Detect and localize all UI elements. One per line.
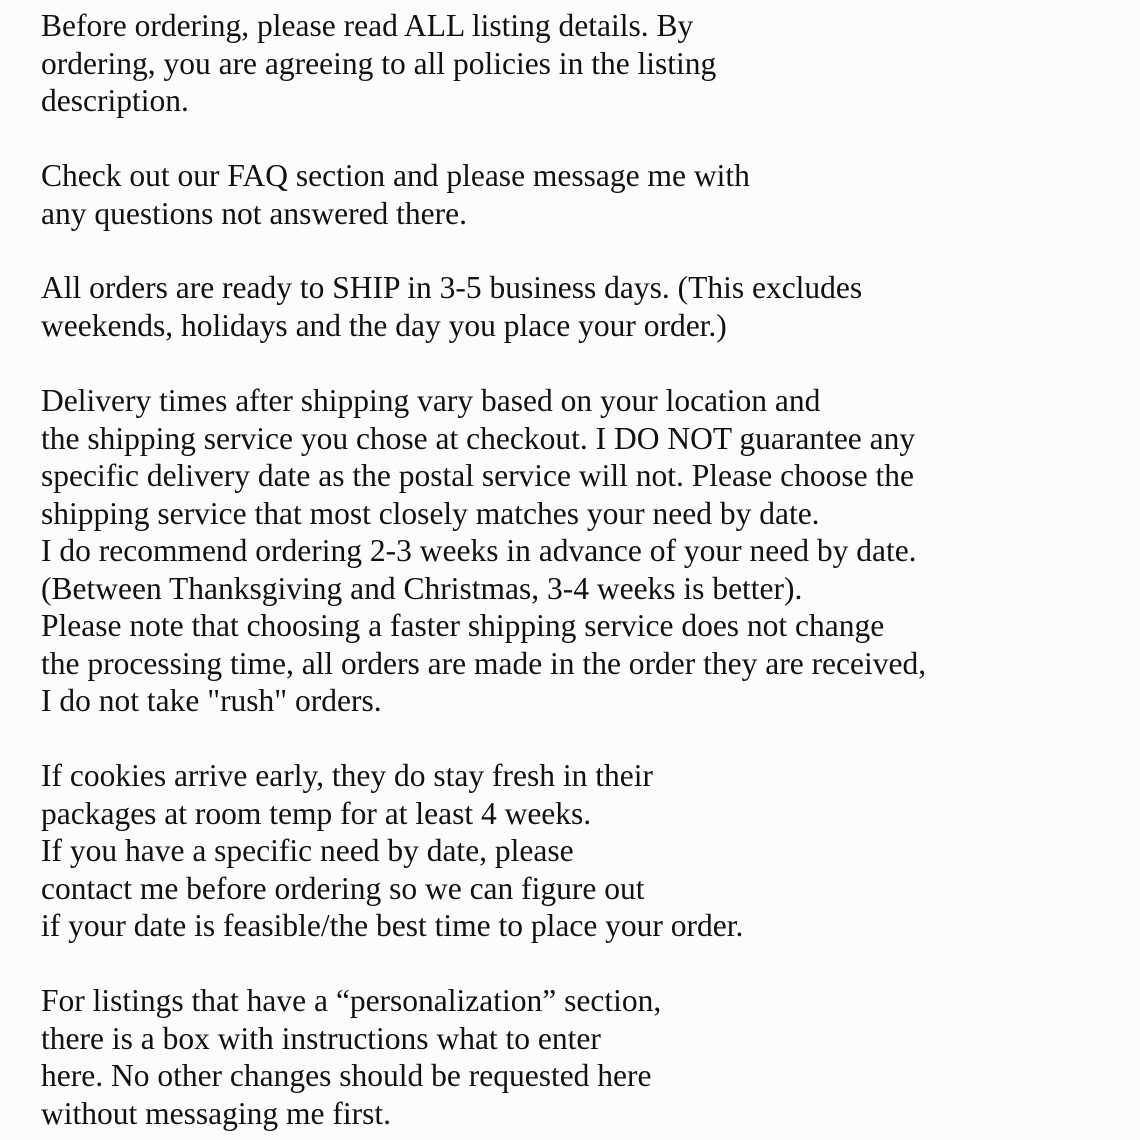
policy-line: Before ordering, please read ALL listing details. By [41,8,694,43]
policy-line: Check out our FAQ section and please message me with [41,158,750,193]
policy-line: without messaging me first. [41,1095,391,1131]
policy-line: shipping service that most closely matches your need by date. [41,495,820,531]
policy-line: For listings that have a “personalization” section, [41,983,662,1018]
policy-line: any questions not answered there. [41,195,468,231]
paragraph-processing-time [41,269,862,344]
policy-line: Please note that choosing a faster shipping service does not change [41,608,885,643]
policy-line: packages at room temp for at least 4 weeks. [41,795,592,831]
paragraph-delivery-times [41,382,926,720]
paragraph-freshness [41,757,743,945]
policy-line: the processing time, all orders are made in the order they are received, [41,645,927,681]
policy-line: I do not take "rush" orders. [41,683,382,718]
policy-line: I do recommend ordering 2-3 weeks in advance of your need by date. [41,533,917,568]
policy-line: Delivery times after shipping vary based on your location and [41,383,821,418]
policy-line: If cookies arrive early, they do stay fresh in their [41,758,653,793]
policy-line: there is a box with instructions what to enter [41,1020,601,1056]
policy-line: ordering, you are agreeing to all policies in the listing [41,45,717,81]
policy-line: here. No other changes should be requested here [41,1058,652,1093]
paragraph-faq [41,157,750,232]
policy-line: specific delivery date as the postal service will not. Please choose the [41,458,914,493]
policy-line: description. [41,83,189,118]
policy-line: contact me before ordering so we can figure out [41,870,645,906]
policy-line: (Between Thanksgiving and Christmas, 3-4 weeks is better). [41,570,803,606]
policy-line: weekends, holidays and the day you place your order.) [41,307,727,343]
policy-line: All orders are ready to SHIP in 3-5 business days. (This excludes [41,270,863,305]
paragraph-personalization [41,982,661,1132]
policy-line: if your date is feasible/the best time to place your order. [41,908,744,943]
policy-line: the shipping service you chose at checkout. I DO NOT guarantee any [41,420,916,456]
policy-line: If you have a specific need by date, please [41,833,574,868]
paragraph-ordering-policy [41,7,716,120]
